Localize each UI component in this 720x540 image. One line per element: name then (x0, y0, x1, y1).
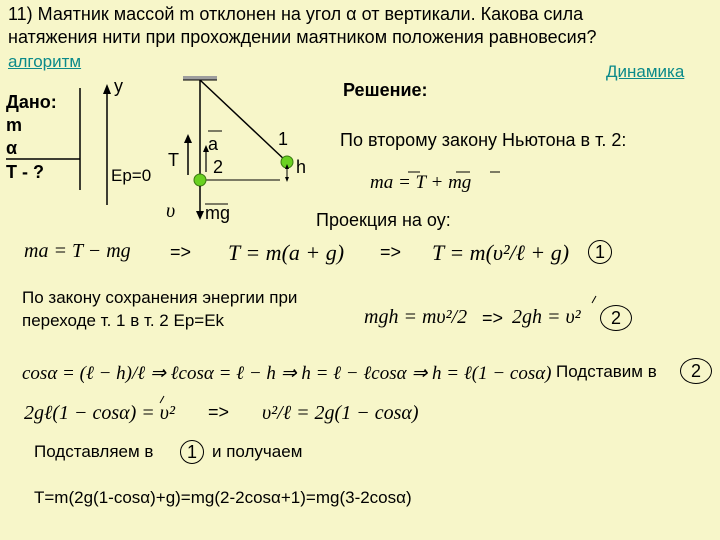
y-axis-arrowhead (103, 84, 111, 94)
final-obtain-text: и получаем (212, 442, 303, 461)
equation-marker-1-ref: 1 (180, 440, 204, 464)
given-angle: α (6, 138, 18, 158)
final-answer: T=m(2g(1-cosα)+g)=mg(2-2cosα+1)=mg(3-2cosα) (34, 488, 412, 507)
problem-title-line-2: натяжения нити при прохождении маятником положения равновесия? (8, 27, 597, 47)
tension-formula: T = m(υ²/ℓ + g) (432, 240, 570, 265)
final-substitution-text: Подставляем в (34, 442, 154, 461)
given-header: Дано: (6, 92, 57, 112)
point-1-label: 1 (278, 129, 289, 149)
newton-vector-equation: ma = T + mg (370, 172, 472, 193)
energy-equation: mgh = mυ²/2 (364, 306, 468, 328)
algorithm-link[interactable]: алгоритм (8, 52, 82, 71)
velocity-squared-equation: 2gh = υ² (512, 306, 581, 328)
velocity-ratio-equation: υ²/ℓ = 2g(1 − cosα) (262, 402, 419, 424)
energy-conservation-text-2: переходе т. 1 в т. 2 Ep=Ek (22, 311, 225, 330)
acceleration-label: a (208, 134, 219, 154)
ball-position-2 (194, 174, 206, 186)
solution-header: Решение: (343, 80, 428, 100)
equation-marker-2-ref: 2 (680, 358, 712, 384)
projection-equation: ma = T − mg (24, 240, 131, 262)
equation-marker-1: 1 (588, 240, 612, 264)
energy-conservation-text-1: По закону сохранения энергии при (22, 288, 298, 307)
ceiling-mount (183, 76, 217, 80)
implies-arrow-1: => (170, 242, 192, 262)
tension-label: T (168, 150, 179, 170)
implies-arrow-2: => (380, 242, 402, 262)
given-mass: m (6, 115, 23, 135)
newton-law-text: По второму закону Ньютона в т. 2: (340, 130, 627, 150)
height-label: h (296, 157, 307, 177)
potential-zero-label: Ep=0 (111, 166, 152, 185)
gravity-label: mg (205, 203, 231, 223)
tension-from-acceleration: T = m(a + g) (228, 240, 345, 265)
velocity-label: υ (166, 200, 176, 222)
equation-marker-2: 2 (600, 305, 632, 331)
y-axis-label: y (114, 76, 123, 96)
implies-arrow-4: => (208, 402, 230, 422)
dynamics-link[interactable]: Динамика (606, 62, 685, 81)
cosine-derivation-chain: cosα = (ℓ − h)/ℓ ⇒ ℓcosα = ℓ − h ⇒ h = ℓ − ℓcosα ⇒ h = ℓ(1 − cosα) (22, 363, 552, 384)
problem-title-line-1: 11) Маятник массой m отклонен на угол α от вертикали. Какова сила (8, 4, 584, 24)
find-tension: Т - ? (6, 162, 44, 182)
projection-text: Проекция на оу: (316, 210, 451, 230)
substitute-text: Подставим в (556, 362, 657, 381)
substituted-equation: 2gℓ(1 − cosα) = υ² (24, 402, 175, 424)
point-2-label: 2 (213, 157, 224, 177)
implies-arrow-3: => (482, 308, 504, 328)
